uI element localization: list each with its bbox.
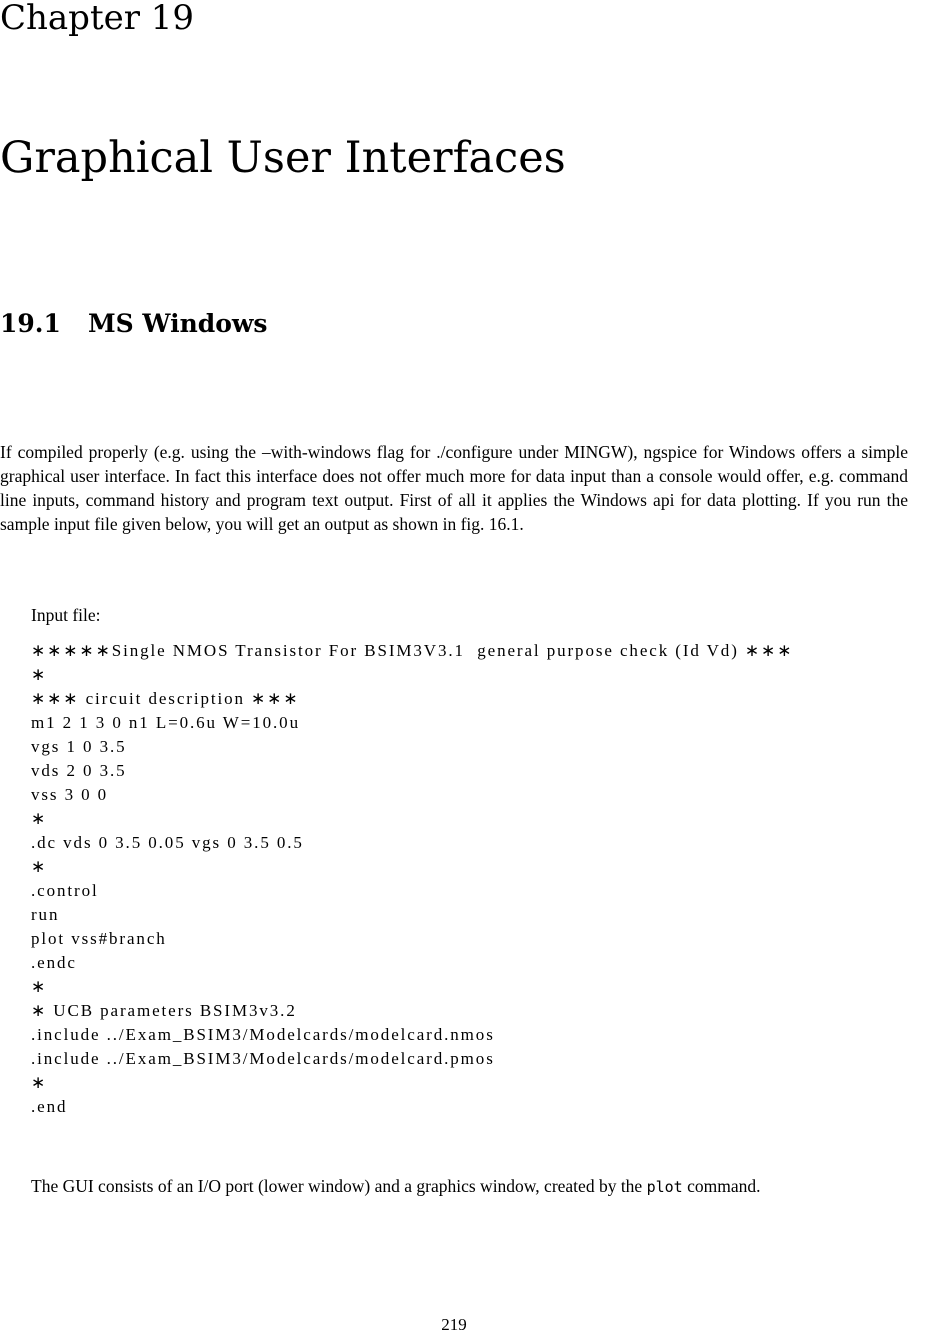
gui-paragraph bbox=[0, 1174, 908, 1199]
code-line: .endc bbox=[31, 953, 77, 972]
code-line: .include ../Exam_BSIM3/Modelcards/modelcard.nmos bbox=[31, 1025, 495, 1044]
code-line: .dc vds 0 3.5 0.05 vgs 0 3.5 0.5 bbox=[31, 833, 304, 852]
code-line: ∗ UCB parameters BSIM3v3.2 bbox=[31, 1001, 297, 1020]
code-line: .end bbox=[31, 1097, 68, 1116]
code-line: vds 2 0 3.5 bbox=[31, 761, 127, 780]
input-file-label: Input file: bbox=[31, 605, 101, 625]
code-line: plot vss#branch bbox=[31, 929, 167, 948]
code-line: vgs 1 0 3.5 bbox=[31, 737, 127, 756]
gui-paragraph-text-end: command. bbox=[682, 1176, 761, 1196]
code-listing bbox=[31, 639, 793, 1119]
code-line: run bbox=[31, 905, 60, 924]
section-title: MS Windows bbox=[88, 309, 268, 338]
gui-paragraph-text: The GUI consists of an I/O port (lower window) and a graphics window, created by the bbox=[31, 1176, 647, 1196]
code-line: ∗ bbox=[31, 665, 48, 684]
code-line: vss 3 0 0 bbox=[31, 785, 109, 804]
page-number: 219 bbox=[441, 1315, 467, 1334]
code-line: ∗∗∗∗∗Single NMOS Transistor For BSIM3V3.1 general purpose check (Id Vd) ∗∗∗ bbox=[31, 641, 794, 660]
section-number: 19.1 bbox=[0, 309, 61, 338]
code-line: .control bbox=[31, 881, 99, 900]
code-line: m1 2 1 3 0 n1 L=0.6u W=10.0u bbox=[31, 713, 300, 732]
code-line: .include ../Exam_BSIM3/Modelcards/modelcard.pmos bbox=[31, 1049, 495, 1068]
code-line: ∗ bbox=[31, 977, 48, 996]
code-line: ∗ bbox=[31, 1073, 48, 1092]
intro-paragraph: If compiled properly (e.g. using the –with-windows flag for ./configure under MINGW), ngspice for Windows offers a simple graphical user interface. In fact this interface does not offer much more for data input than a console would offer, e.g. command line inputs, command history and program text output. First of all it applies the Windows api for data plotting. If you run the sample input file given below, you will get an output as shown in fig. 16.1. bbox=[0, 442, 908, 534]
code-line: ∗∗∗ circuit description ∗∗∗ bbox=[31, 689, 300, 708]
plot-command: plot bbox=[646, 1178, 683, 1196]
chapter-label: Chapter 19 bbox=[0, 0, 195, 38]
code-line: ∗ bbox=[31, 857, 48, 876]
section-heading bbox=[0, 307, 268, 341]
code-line: ∗ bbox=[31, 809, 48, 828]
chapter-title: Graphical User Interfaces bbox=[0, 133, 566, 183]
